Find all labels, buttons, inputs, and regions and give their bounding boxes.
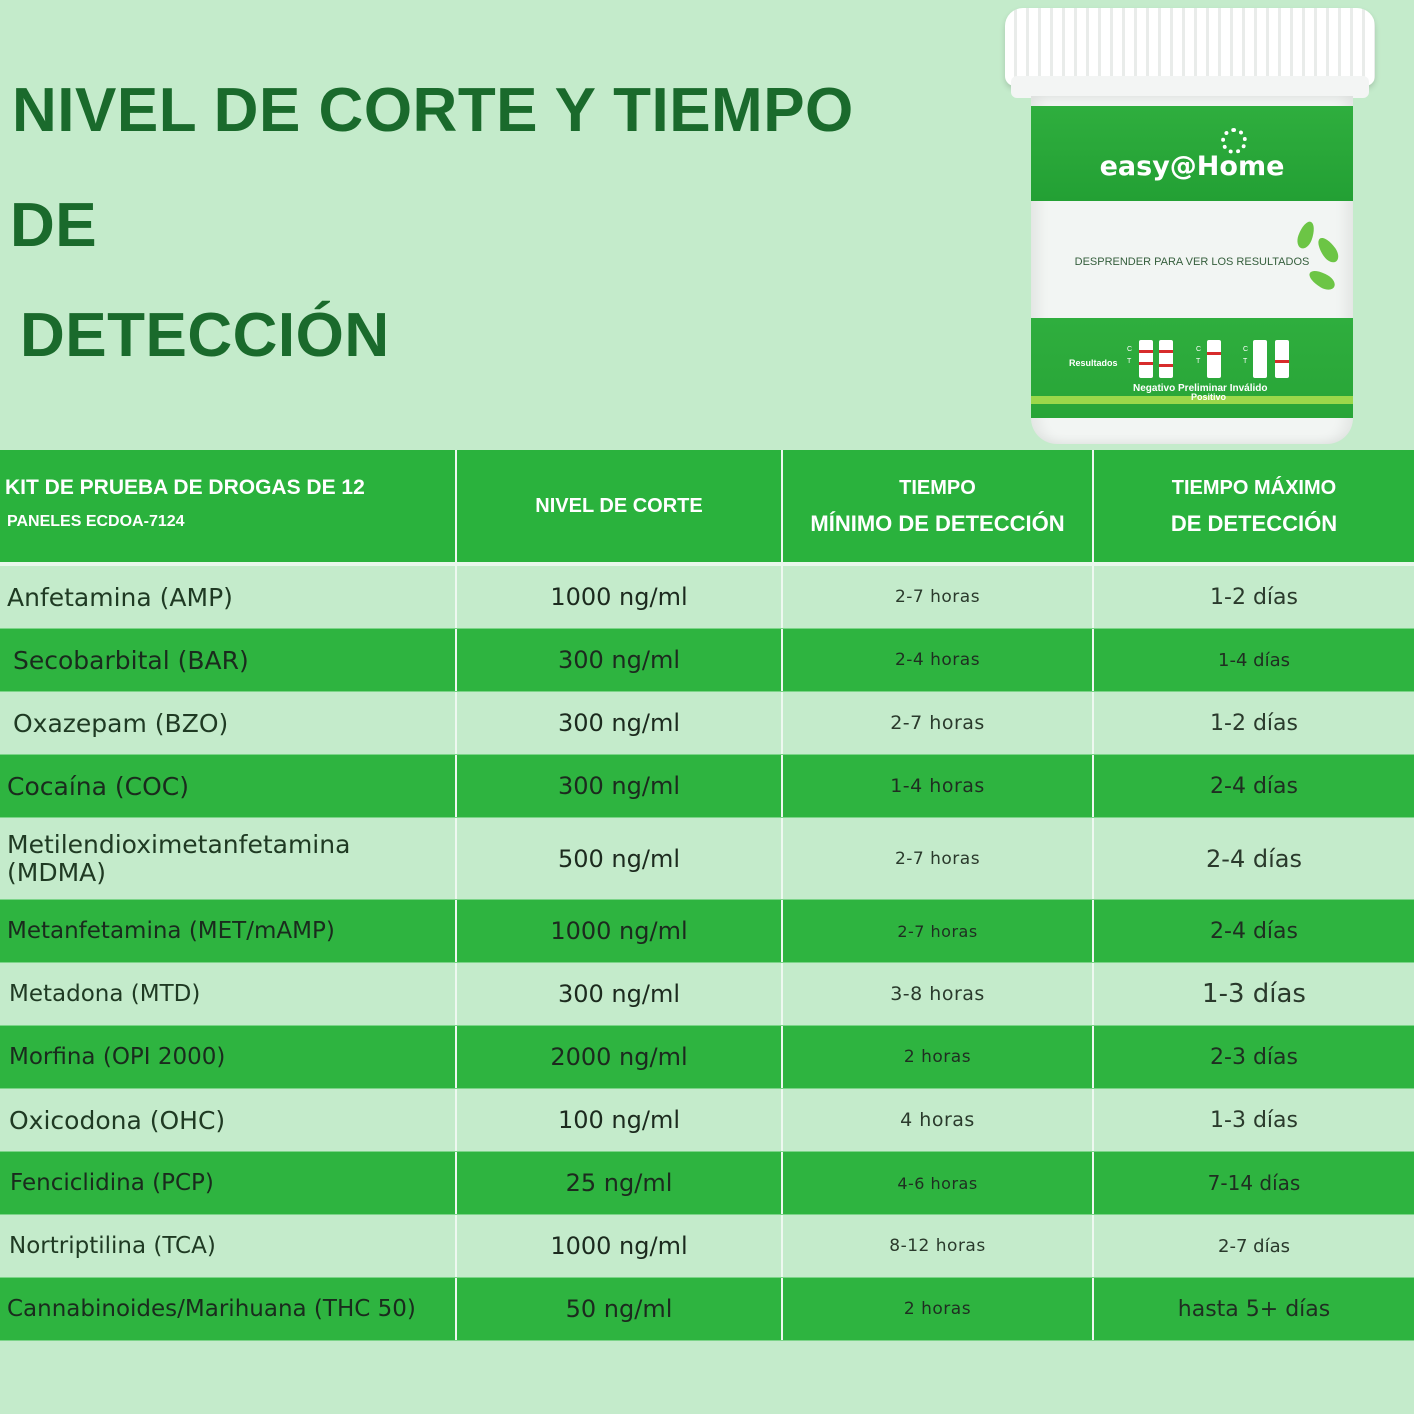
strip-c-label: C — [1243, 346, 1249, 353]
max-detection-time: hasta 5+ días — [1177, 1296, 1331, 1322]
results-label: Resultados — [1069, 358, 1118, 368]
cup-body — [1031, 96, 1353, 444]
max-detection-time: 1-2 días — [1210, 710, 1298, 736]
header-min-line1: TIEMPO — [899, 477, 976, 499]
cutoff-level: 1000 ng/ml — [550, 917, 688, 945]
test-strip-preliminary — [1207, 340, 1221, 378]
test-strip-positive — [1275, 340, 1289, 378]
cutoff-level: 300 ng/ml — [557, 709, 680, 737]
cup-lid-rim — [1011, 76, 1369, 98]
strip-t-label: T — [1127, 358, 1132, 365]
min-detection-time: 2 horas — [903, 1299, 972, 1319]
table-row — [0, 1278, 1414, 1341]
table-row — [0, 963, 1414, 1026]
max-detection-time: 2-4 días — [1210, 918, 1298, 944]
max-detection-time: 7-14 días — [1207, 1171, 1301, 1195]
min-detection-time: 2-7 horas — [897, 921, 978, 941]
header-kit-cell — [0, 450, 455, 562]
min-detection-time: 4 horas — [900, 1109, 975, 1131]
header-max-line1: TIEMPO MÁXIMO — [1171, 477, 1337, 499]
cup-lid — [1005, 8, 1375, 86]
max-detection-time: 1-3 días — [1210, 1107, 1298, 1133]
header-min-cell — [781, 450, 1092, 562]
header-cutoff: NIVEL DE CORTE — [535, 495, 703, 517]
drug-name: Cannabinoides/Marihuana (THC 50) — [7, 1296, 416, 1322]
table-row — [0, 818, 1414, 900]
table-row — [0, 900, 1414, 963]
result-types-legend: Negativo Preliminar Inválido — [1133, 383, 1268, 394]
cutoff-level: 300 ng/ml — [557, 980, 680, 1008]
cutoff-level: 500 ng/ml — [557, 844, 680, 873]
drug-name: Metadona (MTD) — [9, 981, 201, 1007]
min-detection-time: 8-12 horas — [889, 1236, 986, 1256]
page-title-line3: DETECCIÓN — [20, 301, 390, 370]
page-title-line1: NIVEL DE CORTE Y TIEMPO — [12, 76, 854, 145]
table-row — [0, 629, 1414, 692]
leaf-icon — [1306, 267, 1337, 293]
cutoff-level: 300 ng/ml — [557, 646, 680, 674]
header-kit-line1: KIT DE PRUEBA DE DROGAS DE 12 — [5, 476, 365, 499]
strip-c-label: C — [1127, 346, 1133, 353]
min-detection-time: 2-7 horas — [894, 848, 981, 869]
page-title-line2: DE — [10, 191, 98, 260]
drug-name: Anfetamina (AMP) — [7, 582, 233, 612]
min-detection-time: 2-7 horas — [890, 712, 985, 734]
header-min-line2: MÍNIMO DE DETECCIÓN — [810, 511, 1065, 536]
min-detection-time: 3-8 horas — [890, 983, 985, 1005]
table-row — [0, 692, 1414, 755]
max-detection-time: 2-7 días — [1218, 1235, 1290, 1257]
header-max-cell — [1092, 450, 1414, 562]
header-kit-line2: PANELES ECDOA-7124 — [7, 513, 185, 530]
drug-name: Oxazepam (BZO) — [13, 708, 229, 738]
cutoff-level: 1000 ng/ml — [550, 1232, 688, 1260]
min-detection-time: 2-4 horas — [894, 650, 981, 670]
table-row — [0, 1026, 1414, 1089]
max-detection-time: 1-4 días — [1218, 649, 1290, 671]
cutoff-level: 2000 ng/ml — [550, 1043, 688, 1071]
table-row — [0, 1089, 1414, 1152]
max-detection-time: 1-3 días — [1202, 979, 1306, 1009]
min-detection-time: 1-4 horas — [890, 775, 985, 797]
drug-name: Morfina (OPI 2000) — [9, 1044, 226, 1070]
cutoff-level: 100 ng/ml — [557, 1106, 680, 1134]
strip-t-label: T — [1243, 358, 1248, 365]
strip-t-label: T — [1196, 358, 1201, 365]
table-header — [0, 450, 1414, 566]
cutoff-level: 1000 ng/ml — [550, 583, 688, 611]
test-strip-invalid — [1253, 340, 1267, 378]
leaf-icon — [1295, 219, 1318, 250]
max-detection-time: 2-4 días — [1206, 844, 1302, 873]
cutoff-level: 300 ng/ml — [557, 772, 680, 800]
table-row — [0, 755, 1414, 818]
drug-name: Cocaína (COC) — [7, 771, 189, 801]
max-detection-time: 2-4 días — [1210, 773, 1298, 799]
cutoff-level: 50 ng/ml — [565, 1295, 673, 1323]
brand-logo: easy@Home — [1099, 151, 1285, 182]
drug-name: Metanfetamina (MET/mAMP) — [7, 918, 335, 944]
drug-name: Oxicodona (OHC) — [9, 1105, 226, 1135]
min-detection-time: 2 horas — [903, 1047, 972, 1067]
table-row — [0, 566, 1414, 629]
drug-name: Metilendioximetanfetamina (MDMA) — [7, 829, 351, 887]
min-detection-time: 4-6 horas — [897, 1173, 978, 1193]
min-detection-time: 2-7 horas — [894, 587, 981, 607]
peel-instruction: DESPRENDER PARA VER LOS RESULTADOS — [1074, 256, 1310, 268]
test-strip-negative — [1139, 340, 1153, 378]
result-positive-legend: Positivo — [1191, 392, 1227, 402]
table-row — [0, 1215, 1414, 1278]
header-cutoff-cell — [455, 450, 781, 562]
cutoff-level: 25 ng/ml — [565, 1169, 673, 1197]
product-cup-image — [1005, 8, 1377, 448]
drug-name: Nortriptilina (TCA) — [9, 1233, 216, 1259]
drug-name: Secobarbital (BAR) — [13, 645, 249, 675]
header-max-line2: DE DETECCIÓN — [1170, 511, 1338, 536]
max-detection-time: 1-2 días — [1210, 584, 1298, 610]
strip-c-label: C — [1196, 346, 1202, 353]
test-strip-negative — [1159, 340, 1173, 378]
table-row — [0, 1152, 1414, 1215]
max-detection-time: 2-3 días — [1210, 1044, 1298, 1070]
drug-name: Fenciclidina (PCP) — [10, 1170, 214, 1196]
detection-table — [0, 450, 1414, 1341]
